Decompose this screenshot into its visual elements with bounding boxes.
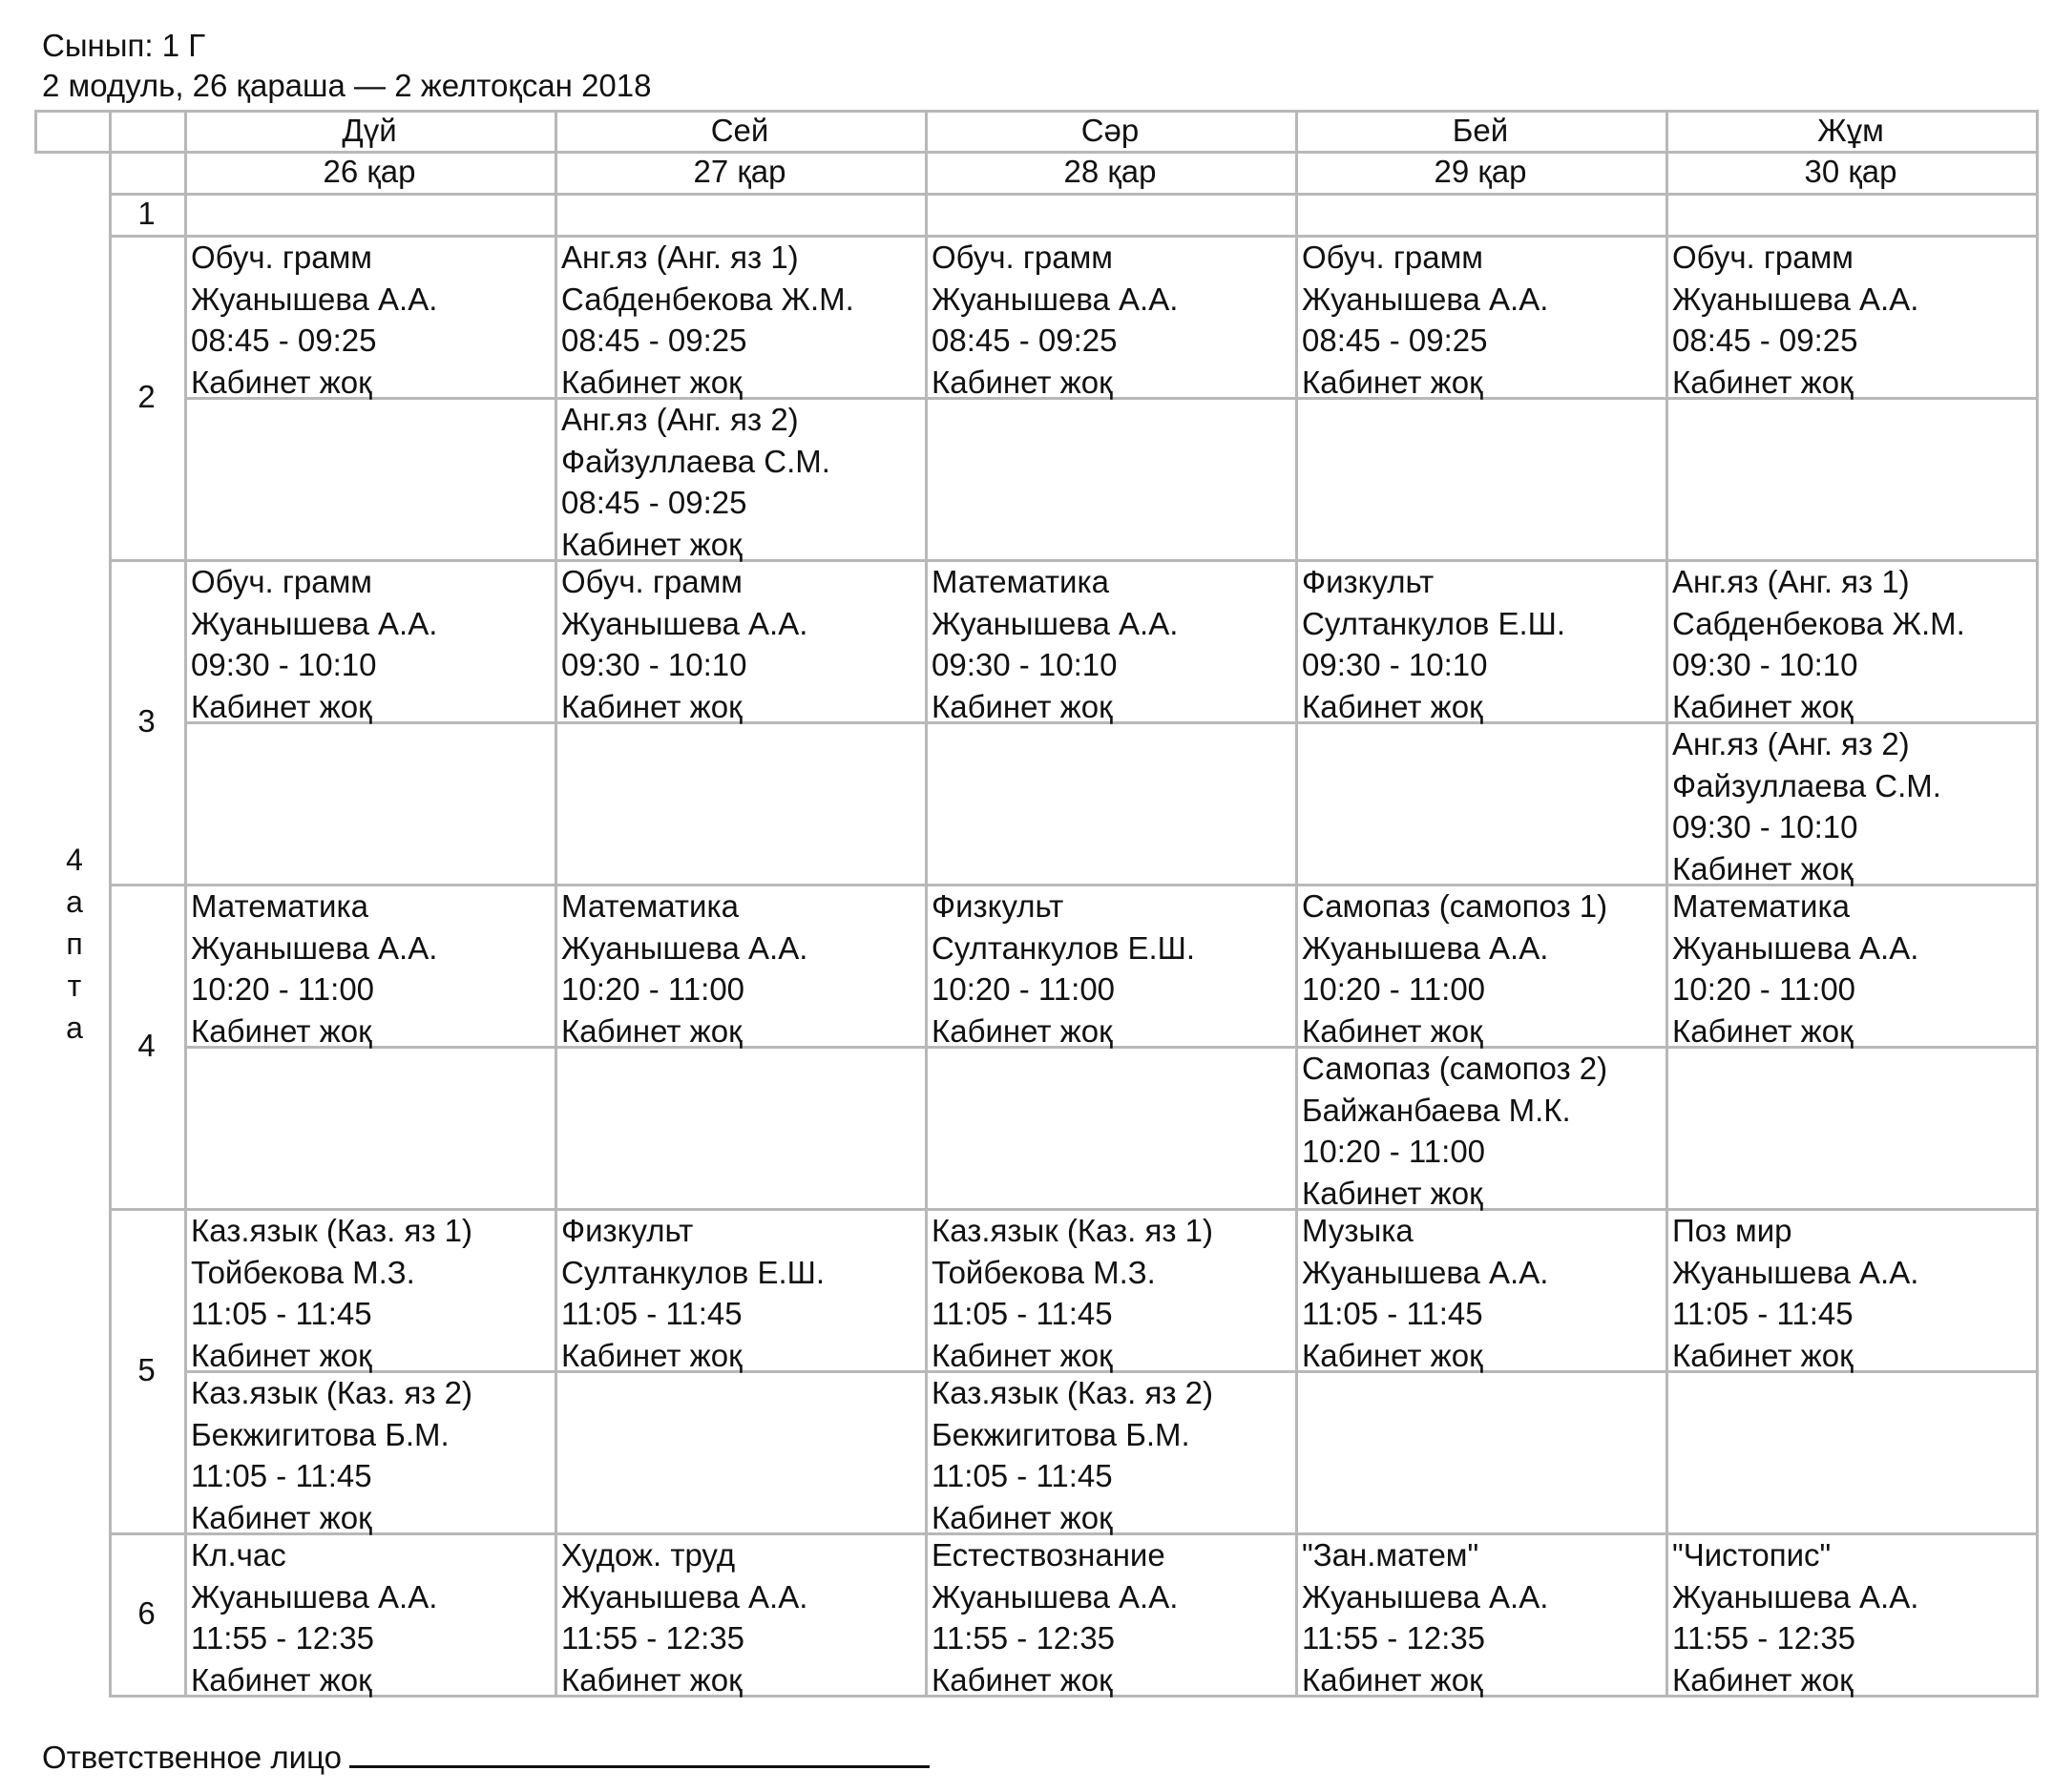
lesson-subject: Анг.яз (Анг. яз 2) <box>1672 726 1910 761</box>
lesson-subject: Обуч. грамм <box>932 240 1113 275</box>
lesson-time: 09:30 - 10:10 <box>1672 809 1858 844</box>
lesson-time: 08:45 - 09:25 <box>191 323 377 358</box>
lesson-cell <box>1665 1210 2036 1376</box>
lesson-teacher: Жуанышева А.А. <box>1302 929 1549 966</box>
lesson-time: 10:20 - 11:00 <box>191 971 375 1007</box>
lesson-time: 08:45 - 09:25 <box>561 485 747 520</box>
lesson-room: Кабинет жоқ <box>1302 688 1483 724</box>
lesson-time: 09:30 - 10:10 <box>1302 647 1488 682</box>
lesson-room: Кабинет жоқ <box>561 1012 743 1049</box>
period-number: 6 <box>137 1595 156 1632</box>
lesson-teacher: Тойбекова М.З. <box>932 1254 1156 1290</box>
lesson-cell <box>184 1210 555 1376</box>
lesson-teacher: Жуанышева А.А. <box>561 605 808 641</box>
period-number: 4 <box>137 1028 156 1064</box>
lesson-teacher: Султанкулов Е.Ш. <box>561 1254 826 1290</box>
module-period-label: 2 модуль, 26 қараша — 2 желтоқсан 2018 <box>42 68 652 103</box>
lesson-cell <box>184 1372 555 1538</box>
lesson-time: 11:55 - 12:35 <box>191 1620 375 1656</box>
lesson-subject: Анг.яз (Анг. яз 1) <box>561 240 799 275</box>
period-number: 5 <box>137 1352 156 1388</box>
week-label-char: т <box>67 969 82 1003</box>
lesson-room: Кабинет жоқ <box>1672 1337 1854 1373</box>
lesson-subject: Математика <box>1672 888 1850 924</box>
lesson-subject: Каз.язык (Каз. яз 1) <box>932 1213 1214 1248</box>
lesson-cell <box>555 886 925 1052</box>
week-label-char: п <box>66 927 83 961</box>
lesson-teacher: Жуанышева А.А. <box>191 281 438 317</box>
lesson-subject: Каз.язык (Каз. яз 1) <box>191 1213 473 1248</box>
lesson-teacher: Жуанышева А.А. <box>932 281 1179 317</box>
lesson-time: 10:20 - 11:00 <box>1302 971 1486 1007</box>
lesson-room: Кабинет жоқ <box>1302 364 1483 400</box>
lesson-room: Кабинет жоқ <box>1672 1661 1854 1698</box>
lesson-room: Кабинет жоқ <box>932 688 1113 724</box>
responsible-person-label: Ответственное лицо <box>42 1740 342 1775</box>
lesson-teacher: Султанкулов Е.Ш. <box>1302 605 1566 641</box>
lesson-subject: Худож. труд <box>561 1537 736 1573</box>
grid-line-outer-left <box>34 110 37 154</box>
lesson-teacher: Жуанышева А.А. <box>1302 281 1549 317</box>
lesson-teacher: Жуанышева А.А. <box>561 1578 808 1615</box>
lesson-time: 11:05 - 11:45 <box>932 1296 1113 1331</box>
lesson-room: Кабинет жоқ <box>191 1337 372 1373</box>
lesson-subject: Каз.язык (Каз. яз 2) <box>932 1375 1214 1410</box>
lesson-subject: Обуч. грамм <box>1672 240 1854 275</box>
lesson-room: Кабинет жоқ <box>932 1012 1113 1049</box>
lesson-room: Кабинет жоқ <box>191 1012 372 1049</box>
lesson-room: Кабинет жоқ <box>932 364 1113 400</box>
lesson-subject: Обуч. грамм <box>1302 240 1483 275</box>
lesson-cell <box>184 237 555 403</box>
lesson-room: Кабинет жоқ <box>191 1499 372 1535</box>
lesson-time: 10:20 - 11:00 <box>561 971 745 1007</box>
lesson-teacher: Жуанышева А.А. <box>932 605 1179 641</box>
week-label <box>36 839 113 1049</box>
lesson-teacher: Жуанышева А.А. <box>1672 281 1919 317</box>
lesson-time: 10:20 - 11:00 <box>932 971 1116 1007</box>
lesson-subject: "Чистопис" <box>1672 1537 1832 1573</box>
lesson-subject: Музыка <box>1302 1213 1414 1248</box>
lesson-room: Кабинет жоқ <box>1302 1012 1483 1049</box>
lesson-subject: Математика <box>191 888 368 924</box>
lesson-time: 08:45 - 09:25 <box>1672 323 1858 358</box>
lesson-room: Кабинет жоқ <box>561 526 743 562</box>
lesson-time: 09:30 - 10:10 <box>561 647 747 682</box>
lesson-teacher: Байжанбаева М.К. <box>1302 1092 1571 1128</box>
lesson-room: Кабинет жоқ <box>932 1337 1113 1373</box>
lesson-time: 11:05 - 11:45 <box>561 1296 743 1331</box>
lesson-cell <box>925 1372 1295 1538</box>
lesson-room: Кабинет жоқ <box>1672 850 1854 886</box>
lesson-room: Кабинет жоқ <box>561 364 743 400</box>
lesson-subject: "Зан.матем" <box>1302 1537 1479 1573</box>
lesson-cell <box>1665 886 2036 1052</box>
lesson-subject: Естествознание <box>932 1537 1165 1573</box>
lesson-cell <box>184 561 555 727</box>
lesson-teacher: Тойбекова М.З. <box>191 1254 415 1290</box>
lesson-cell <box>925 561 1295 727</box>
lesson-cell <box>1665 1534 2036 1700</box>
day-date-5: 30 қар <box>1804 154 1897 189</box>
lesson-subject: Обуч. грамм <box>561 564 743 599</box>
lesson-cell <box>1295 1210 1665 1376</box>
day-header-4: Бей <box>1452 113 1509 148</box>
lesson-time: 08:45 - 09:25 <box>561 323 747 358</box>
lesson-teacher: Жуанышева А.А. <box>1672 1254 1919 1290</box>
day-date-1: 26 қар <box>323 154 416 189</box>
grid-line-header-left <box>34 151 109 154</box>
day-date-3: 28 қар <box>1063 154 1157 189</box>
lesson-subject: Самопаз (самопоз 2) <box>1302 1051 1608 1086</box>
lesson-cell <box>925 1534 1295 1700</box>
lesson-teacher: Жуанышева А.А. <box>1672 1578 1919 1615</box>
lesson-subject: Поз мир <box>1672 1213 1792 1248</box>
lesson-cell <box>184 1534 555 1700</box>
lesson-cell <box>1665 237 2036 403</box>
lesson-room: Кабинет жоқ <box>1302 1175 1483 1211</box>
grid-line-period-start <box>109 193 2039 196</box>
lesson-cell <box>1295 1534 1665 1700</box>
lesson-cell <box>555 561 925 727</box>
lesson-room: Кабинет жоқ <box>561 1337 743 1373</box>
lesson-subject: Анг.яз (Анг. яз 1) <box>1672 564 1910 599</box>
lesson-time: 09:30 - 10:10 <box>191 647 377 682</box>
lesson-time: 09:30 - 10:10 <box>1672 647 1858 682</box>
day-header-2: Сей <box>710 113 769 148</box>
lesson-cell <box>555 1534 925 1700</box>
period-number: 3 <box>137 703 156 740</box>
lesson-room: Кабинет жоқ <box>561 1661 743 1698</box>
lesson-teacher: Сабденбекова Ж.М. <box>1672 605 1965 641</box>
lesson-room: Кабинет жоқ <box>191 364 372 400</box>
lesson-time: 11:55 - 12:35 <box>1672 1620 1856 1656</box>
lesson-teacher: Жуанышева А.А. <box>191 605 438 641</box>
lesson-room: Кабинет жоқ <box>561 688 743 724</box>
lesson-teacher: Бекжигитова Б.М. <box>932 1416 1190 1452</box>
lesson-subject: Обуч. грамм <box>191 564 372 599</box>
lesson-time: 08:45 - 09:25 <box>1302 323 1488 358</box>
lesson-cell <box>1295 1048 1665 1214</box>
lesson-teacher: Файзуллаева С.М. <box>1672 767 1941 803</box>
lesson-time: 11:05 - 11:45 <box>932 1458 1113 1493</box>
lesson-cell <box>1665 561 2036 727</box>
lesson-room: Кабинет жоқ <box>1672 688 1854 724</box>
responsible-person-footer <box>42 1735 930 1777</box>
lesson-subject: Математика <box>561 888 739 924</box>
lesson-time: 11:55 - 12:35 <box>1302 1620 1486 1656</box>
lesson-time: 11:05 - 11:45 <box>191 1296 372 1331</box>
lesson-cell <box>555 399 925 565</box>
lesson-cell <box>555 237 925 403</box>
lesson-time: 11:55 - 12:35 <box>561 1620 745 1656</box>
lesson-teacher: Жуанышева А.А. <box>191 1578 438 1615</box>
lesson-room: Кабинет жоқ <box>1302 1337 1483 1373</box>
lesson-teacher: Жуанышева А.А. <box>1672 929 1919 966</box>
lesson-subject: Анг.яз (Анг. яз 2) <box>561 402 799 437</box>
day-date-2: 27 қар <box>693 154 786 189</box>
lesson-cell <box>1295 561 1665 727</box>
lesson-teacher: Бекжигитова Б.М. <box>191 1416 450 1452</box>
week-label-char: а <box>66 885 83 919</box>
lesson-time: 11:05 - 11:45 <box>1302 1296 1483 1331</box>
lesson-time: 11:55 - 12:35 <box>932 1620 1116 1656</box>
lesson-subject: Каз.язык (Каз. яз 2) <box>191 1375 473 1410</box>
lesson-time: 11:05 - 11:45 <box>1672 1296 1854 1331</box>
day-header-3: Сәр <box>1080 113 1140 148</box>
lesson-time: 08:45 - 09:25 <box>932 323 1118 358</box>
lesson-teacher: Сабденбекова Ж.М. <box>561 281 854 317</box>
day-header-5: Жұм <box>1817 113 1884 148</box>
lesson-cell <box>925 886 1295 1052</box>
lesson-subject: Самопаз (самопоз 1) <box>1302 888 1608 924</box>
lesson-room: Кабинет жоқ <box>1672 1012 1854 1049</box>
lesson-time: 10:20 - 11:00 <box>1672 971 1856 1007</box>
day-date-4: 29 қар <box>1434 154 1527 189</box>
lesson-subject: Кл.час <box>191 1537 286 1573</box>
lesson-cell <box>1665 723 2036 889</box>
day-header-1: Дүй <box>342 113 397 148</box>
lesson-cell <box>184 886 555 1052</box>
lesson-cell <box>555 1210 925 1376</box>
period-number: 1 <box>137 196 156 232</box>
lesson-teacher: Файзуллаева С.М. <box>561 443 830 479</box>
lesson-subject: Физкульт <box>932 888 1064 924</box>
class-label: Сынып: 1 Г <box>42 28 206 63</box>
lesson-time: 09:30 - 10:10 <box>932 647 1118 682</box>
lesson-teacher: Жуанышева А.А. <box>1302 1578 1549 1615</box>
lesson-time: 10:20 - 11:00 <box>1302 1134 1486 1169</box>
week-label-char: 4 <box>66 843 83 877</box>
lesson-room: Кабинет жоқ <box>191 1661 372 1698</box>
lesson-room: Кабинет жоқ <box>932 1499 1113 1535</box>
lesson-cell <box>1295 886 1665 1052</box>
lesson-room: Кабинет жоқ <box>191 688 372 724</box>
signature-line <box>349 1735 930 1768</box>
lesson-subject: Математика <box>932 564 1109 599</box>
grid-line-column <box>2036 110 2039 1698</box>
lesson-cell <box>925 1210 1295 1376</box>
lesson-teacher: Жуанышева А.А. <box>191 929 438 966</box>
lesson-room: Кабинет жоқ <box>1672 364 1854 400</box>
lesson-cell <box>925 237 1295 403</box>
period-number: 2 <box>137 379 156 415</box>
lesson-teacher: Жуанышева А.А. <box>1302 1254 1549 1290</box>
lesson-cell <box>1295 237 1665 403</box>
lesson-subject: Физкульт <box>1302 564 1435 599</box>
week-label-char: а <box>66 1011 83 1045</box>
lesson-teacher: Жуанышева А.А. <box>561 929 808 966</box>
lesson-subject: Физкульт <box>561 1213 694 1248</box>
lesson-teacher: Султанкулов Е.Ш. <box>932 929 1196 966</box>
lesson-room: Кабинет жоқ <box>1302 1661 1483 1698</box>
lesson-teacher: Жуанышева А.А. <box>932 1578 1179 1615</box>
lesson-room: Кабинет жоқ <box>932 1661 1113 1698</box>
lesson-time: 11:05 - 11:45 <box>191 1458 372 1493</box>
lesson-subject: Обуч. грамм <box>191 240 372 275</box>
